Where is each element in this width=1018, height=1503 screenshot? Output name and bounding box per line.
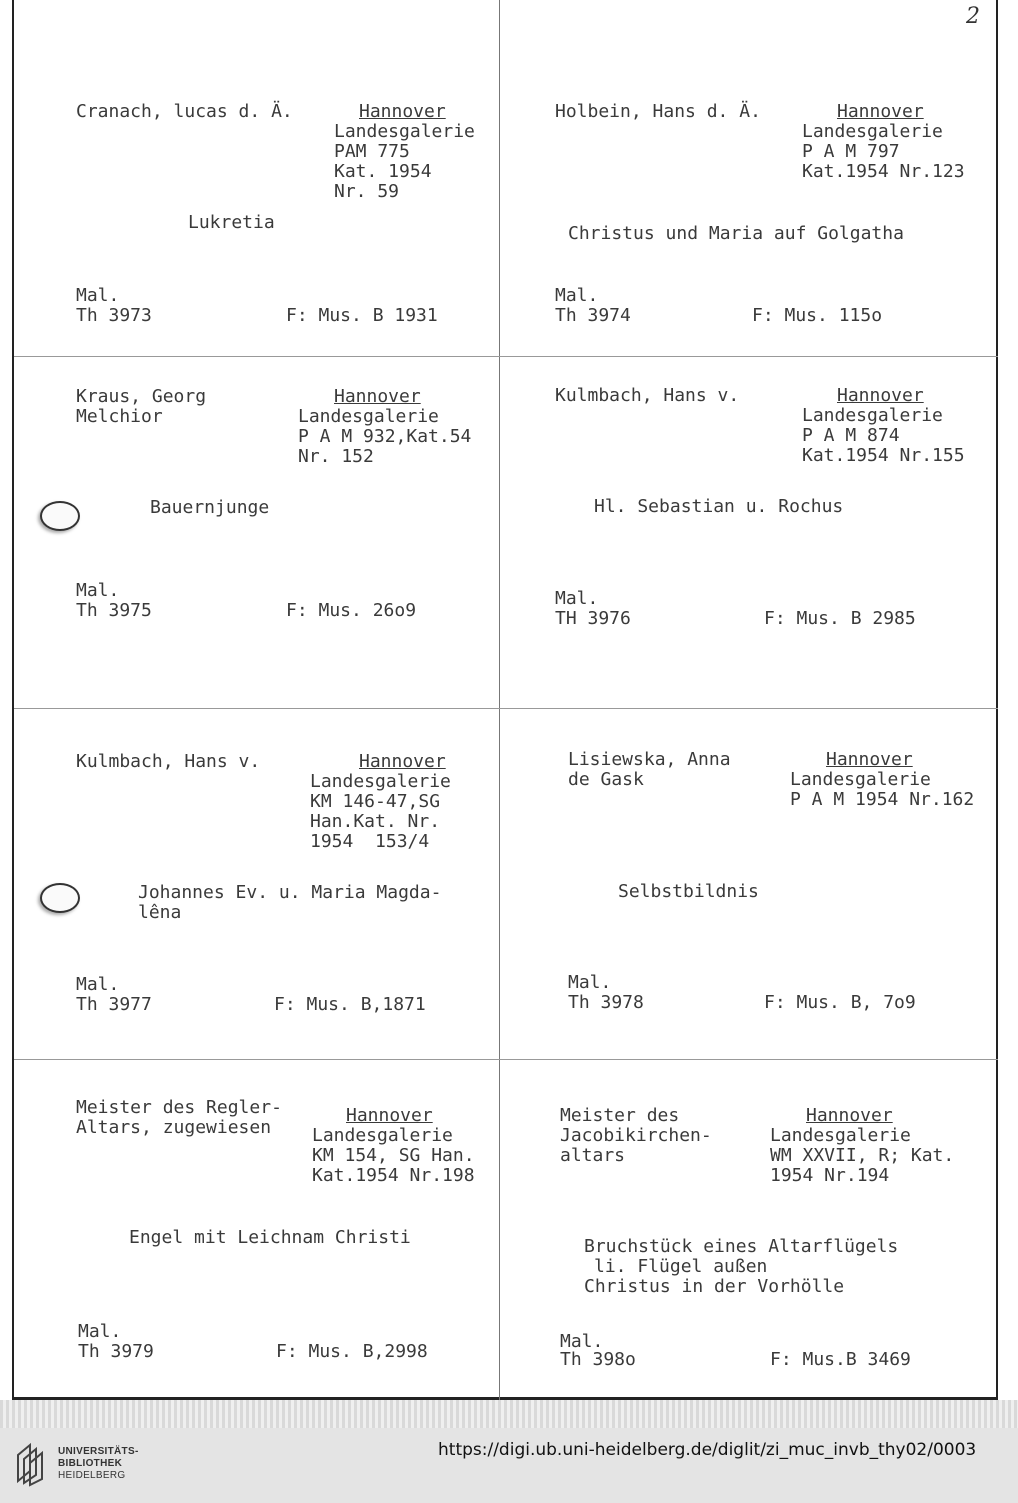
card-title: Christus und Maria auf Golgatha xyxy=(568,223,904,244)
card-category: Mal. xyxy=(555,588,599,609)
card-artist: Melchior xyxy=(76,406,163,427)
card-location: Hannover xyxy=(826,749,913,770)
card-collection-line: Nr. 152 xyxy=(298,446,374,467)
card-artist: Kulmbach, Hans v. xyxy=(76,751,261,772)
card-title: Bruchstück eines Altarflügels xyxy=(584,1236,899,1257)
punch-hole xyxy=(40,501,80,531)
library-name-line: BIBLIOTHEK xyxy=(58,1458,123,1469)
page-number: 2 xyxy=(966,4,980,29)
card-category: Mal. xyxy=(78,1321,122,1342)
card-artist: de Gask xyxy=(568,769,644,790)
card-collection-line: Landesgalerie xyxy=(312,1125,453,1146)
card-category: Mal. xyxy=(76,285,120,306)
card-th-number: Th 3977 xyxy=(76,994,152,1015)
card-location: Hannover xyxy=(837,101,924,122)
card-category: Mal. xyxy=(76,974,120,995)
card-artist: altars xyxy=(560,1145,626,1166)
card-film-ref: F: Mus. B 2985 xyxy=(764,608,916,629)
card-collection-line: Kat. 1954 xyxy=(334,161,432,182)
card-th-number: Th 3974 xyxy=(555,305,631,326)
card-film-ref: F: Mus. B, 7o9 xyxy=(764,992,916,1013)
source-url: https://digi.ub.uni-heidelberg.de/diglit/zi_muc_invb_thy02/0003 xyxy=(438,1440,977,1460)
card-th-number: Th 3979 xyxy=(78,1341,154,1362)
library-name-line: HEIDELBERG xyxy=(58,1470,126,1481)
card-artist: Meister des Regler- xyxy=(76,1097,282,1118)
card-collection-line: Landesgalerie xyxy=(790,769,931,790)
library-name-line: UNIVERSITÄTS- xyxy=(58,1446,139,1457)
punch-hole xyxy=(40,883,80,913)
card-collection-line: Landesgalerie xyxy=(334,121,475,142)
card-collection-line: Landesgalerie xyxy=(310,771,451,792)
card-location: Hannover xyxy=(806,1105,893,1126)
card-title: lêna xyxy=(138,902,182,923)
card-title: Christus in der Vorhölle xyxy=(584,1276,845,1297)
footer-bar xyxy=(0,1428,1018,1503)
card-artist: Holbein, Hans d. Ä. xyxy=(555,101,761,122)
card-category: Mal. xyxy=(568,972,612,993)
card-film-ref: F: Mus.B 3469 xyxy=(770,1349,911,1370)
row-divider xyxy=(14,356,998,357)
card-collection-line: WM XXVII, R; Kat. xyxy=(770,1145,955,1166)
card-title: Johannes Ev. u. Maria Magda- xyxy=(138,882,442,903)
card-artist: Cranach, lucas d. Ä. xyxy=(76,101,293,122)
card-category: Mal. xyxy=(76,580,120,601)
card-category: Mal. xyxy=(560,1331,604,1352)
card-artist: Kraus, Georg xyxy=(76,386,207,407)
row-divider xyxy=(14,708,998,709)
card-collection-line: Landesgalerie xyxy=(802,405,943,426)
library-name xyxy=(58,1446,139,1482)
card-collection-line: Kat.1954 Nr.123 xyxy=(802,161,965,182)
card-location: Hannover xyxy=(334,386,421,407)
card-collection-line: 1954 153/4 xyxy=(310,831,430,852)
card-collection-line: P A M 874 xyxy=(802,425,900,446)
card-collection-line: Landesgalerie xyxy=(802,121,943,142)
card-collection-line: Nr. 59 xyxy=(334,181,400,202)
card-artist: Meister des xyxy=(560,1105,680,1126)
card-title: li. Flügel außen xyxy=(594,1256,768,1277)
library-logo-icon xyxy=(14,1441,48,1487)
card-title: Selbstbildnis xyxy=(618,881,759,902)
card-collection-line: 1954 Nr.194 xyxy=(770,1165,890,1186)
card-artist: Altars, zugewiesen xyxy=(76,1117,272,1138)
card-th-number: TH 3976 xyxy=(555,608,631,629)
column-divider xyxy=(499,0,500,1400)
card-collection-line: Kat.1954 Nr.198 xyxy=(312,1165,475,1186)
card-film-ref: F: Mus. B,1871 xyxy=(274,994,426,1015)
card-th-number: Th 3978 xyxy=(568,992,644,1013)
card-location: Hannover xyxy=(346,1105,433,1126)
card-artist: Lisiewska, Anna xyxy=(568,749,731,770)
card-th-number: Th 3973 xyxy=(76,305,152,326)
card-collection-line: P A M 797 xyxy=(802,141,900,162)
card-film-ref: F: Mus. 115o xyxy=(752,305,883,326)
card-film-ref: F: Mus. B,2998 xyxy=(276,1341,428,1362)
card-collection-line: P A M 1954 Nr.162 xyxy=(790,789,975,810)
card-artist: Jacobikirchen- xyxy=(560,1125,712,1146)
card-collection-line: Kat.1954 Nr.155 xyxy=(802,445,965,466)
card-collection-line: PAM 775 xyxy=(334,141,410,162)
card-collection-line: Han.Kat. Nr. xyxy=(310,811,441,832)
card-th-number: Th 3975 xyxy=(76,600,152,621)
card-location: Hannover xyxy=(837,385,924,406)
card-collection-line: Landesgalerie xyxy=(298,406,439,427)
card-location: Hannover xyxy=(359,101,446,122)
card-collection-line: KM 154, SG Han. xyxy=(312,1145,475,1166)
scan-edge-strip xyxy=(0,1400,1018,1428)
card-collection-line: P A M 932,Kat.54 xyxy=(298,426,472,447)
card-collection-line: KM 146-47,SG xyxy=(310,791,441,812)
row-divider xyxy=(14,1059,998,1060)
card-th-number: Th 398o xyxy=(560,1349,636,1370)
card-film-ref: F: Mus. 26o9 xyxy=(286,600,417,621)
card-artist: Kulmbach, Hans v. xyxy=(555,385,740,406)
card-location: Hannover xyxy=(359,751,446,772)
card-collection-line: Landesgalerie xyxy=(770,1125,911,1146)
card-title: Hl. Sebastian u. Rochus xyxy=(594,496,844,517)
card-category: Mal. xyxy=(555,285,599,306)
card-title: Lukretia xyxy=(188,212,275,233)
card-title: Bauernjunge xyxy=(150,497,270,518)
scanned-card-sheet xyxy=(12,0,998,1400)
card-title: Engel mit Leichnam Christi xyxy=(129,1227,411,1248)
card-film-ref: F: Mus. B 1931 xyxy=(286,305,438,326)
